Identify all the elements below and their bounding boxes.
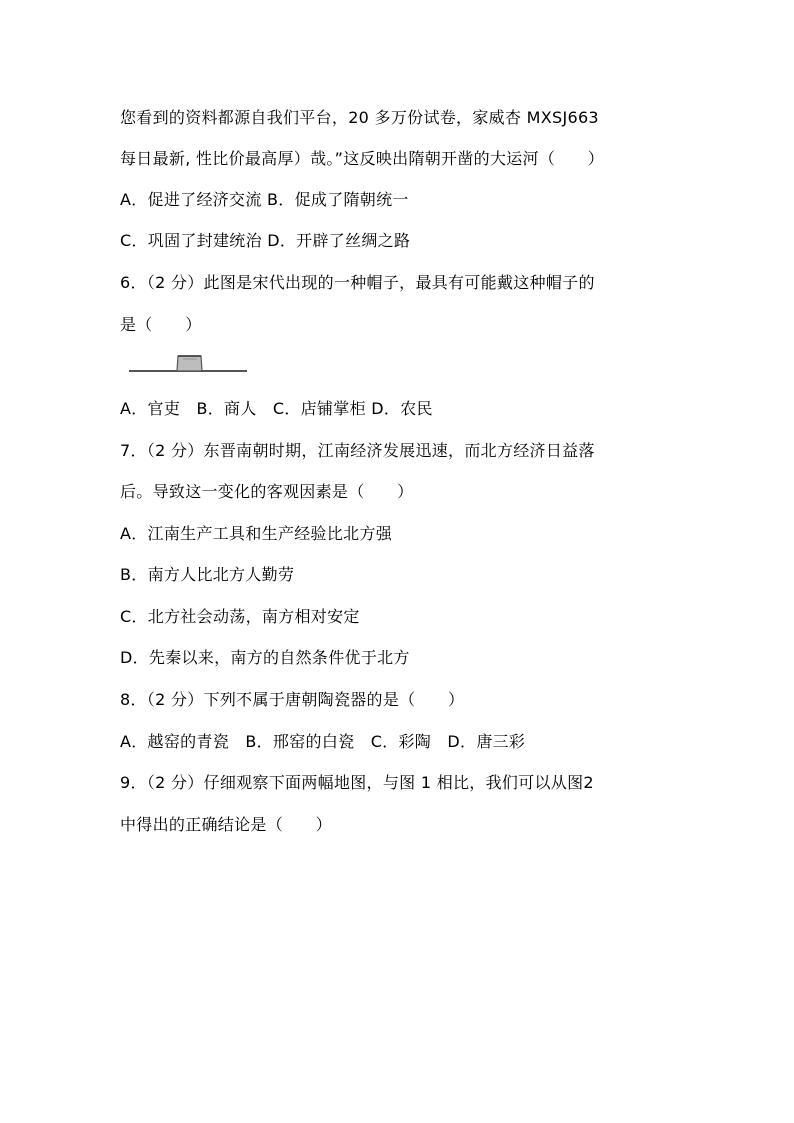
text-line-q6-stem-cont: 是（ ）	[120, 315, 202, 334]
text-line-q6-options: A．官吏 B．商人 C．店铺掌柜 D．农民	[120, 399, 433, 418]
text-line-q9-stem: 9．（2 分）仔细观察下面两幅地图，与图 1 相比，我们可以从图2	[120, 773, 594, 792]
text-line-q7-option-a: A．江南生产工具和生产经验比北方强	[120, 524, 393, 543]
text-line-q8-stem: 8．（2 分）下列不属于唐朝陶瓷器的是（ ）	[120, 690, 465, 709]
text-line-q7-option-b: B．南方人比北方人勤劳	[120, 565, 295, 584]
text-line-promo: 您看到的资料都源自我们平台，20 多万份试卷，家威杏 MXSJ663	[120, 108, 599, 127]
text-line-q5-options-ab: A．促进了经济交流 B．促成了隋朝统一	[120, 190, 409, 209]
text-line-q7-option-c: C．北方社会动荡，南方相对安定	[120, 607, 360, 626]
text-line-q6-stem: 6．（2 分）此图是宋代出现的一种帽子，最具有可能戴这种帽子的	[120, 273, 595, 292]
text-line-q7-stem-cont: 后。导致这一变化的客观因素是（ ）	[120, 482, 414, 501]
text-line-q5-options-cd: C．巩固了封建统治 D．开辟了丝绸之路	[120, 231, 411, 250]
text-line-q9-stem-cont: 中得出的正确结论是（ ）	[120, 815, 332, 834]
song-hat-image	[127, 350, 249, 378]
text-line-q8-options: A．越窑的青瓷 B．邢窑的白瓷 C．彩陶 D．唐三彩	[120, 732, 526, 751]
text-line-q5-stem: 每日最新, 性比价最高厚）哉。”这反映出隋朝开凿的大运河（ ）	[120, 149, 605, 168]
text-line-q7-option-d: D．先秦以来，南方的自然条件优于北方	[120, 648, 410, 667]
text-line-q7-stem: 7．（2 分）东晋南朝时期，江南经济发展迅速，而北方经济日益落	[120, 441, 595, 460]
